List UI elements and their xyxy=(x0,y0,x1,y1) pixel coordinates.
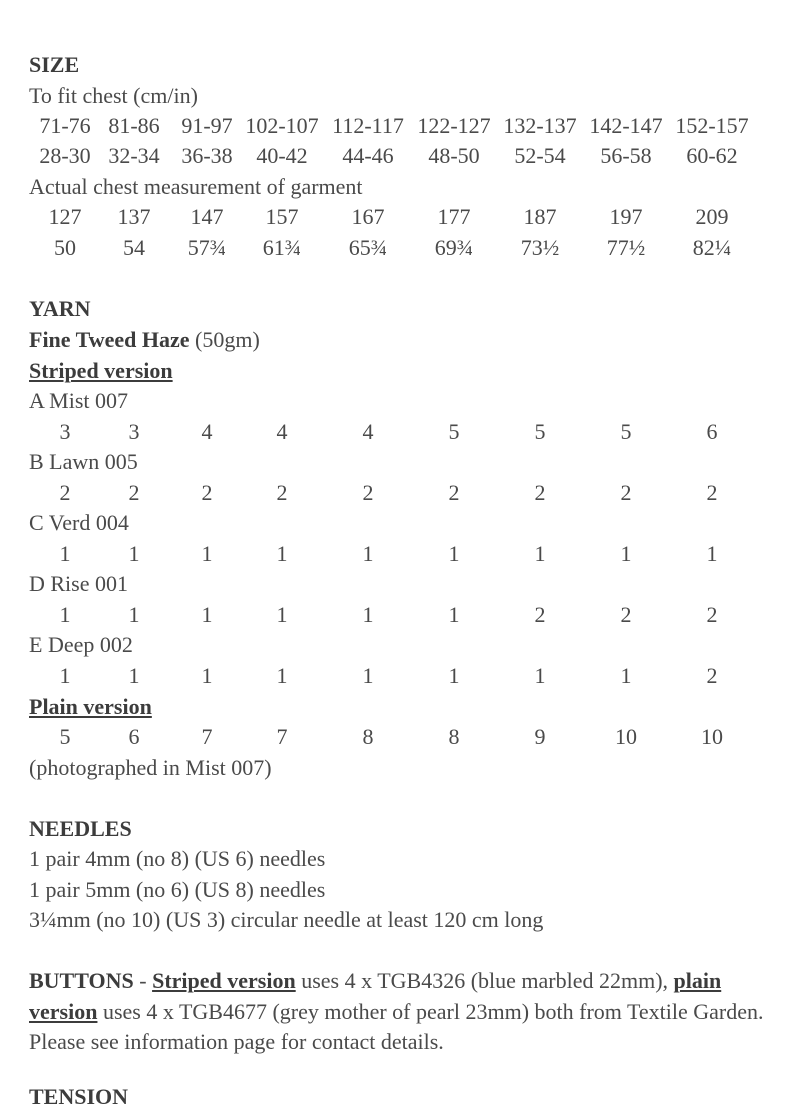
size-6-value: 2 xyxy=(448,480,460,505)
size-7-value: 1 xyxy=(534,663,546,688)
size-4-value: 1 xyxy=(276,663,288,688)
size-6-value: 122-127 xyxy=(417,113,491,138)
colour-a-label: A Mist 007 xyxy=(29,388,129,413)
actual-in-row xyxy=(0,233,787,263)
actual-cm-row xyxy=(0,202,787,232)
tension-heading: TENSION xyxy=(29,1084,129,1109)
size-1-value: 1 xyxy=(59,602,71,627)
size-2-value: 6 xyxy=(128,724,140,749)
size-1-value: 2 xyxy=(59,480,71,505)
size-1-value: 28-30 xyxy=(39,143,91,168)
size-7-value: 2 xyxy=(534,602,546,627)
colour-d-label: D Rise 001 xyxy=(29,571,128,596)
needle-line-2: 1 pair 5mm (no 6) (US 8) needles xyxy=(29,877,326,902)
colour-b-label: B Lawn 005 xyxy=(29,449,138,474)
fit-in-row xyxy=(0,141,787,171)
size-3-value: 1 xyxy=(201,602,213,627)
size-4-value: 1 xyxy=(276,541,288,566)
size-3-value: 36-38 xyxy=(181,143,233,168)
size-9-value: 2 xyxy=(706,480,718,505)
size-6-value: 1 xyxy=(448,602,460,627)
size-3-value: 4 xyxy=(201,419,213,444)
size-6-value: 177 xyxy=(437,204,471,229)
buttons-striped-label: Striped version xyxy=(152,968,296,993)
size-8-value: 56-58 xyxy=(600,143,652,168)
actual-chest-label: Actual chest measurement of garment xyxy=(29,174,363,199)
size-2-value: 2 xyxy=(128,480,140,505)
size-9-value: 1 xyxy=(706,541,718,566)
size-9-value: 82¼ xyxy=(692,235,732,260)
buttons-striped-text: uses 4 x TGB4326 (blue marbled 22mm), xyxy=(295,968,674,993)
needle-line-3: 3¼mm (no 10) (US 3) circular needle at least 120 cm long xyxy=(29,907,544,932)
buttons-plain-label: plain version xyxy=(29,968,722,1024)
size-8-value: 2 xyxy=(620,602,632,627)
size-5-value: 1 xyxy=(362,602,374,627)
size-1-value: 50 xyxy=(54,235,76,260)
buttons-heading: BUTTONS xyxy=(29,968,134,993)
size-9-value: 152-157 xyxy=(675,113,749,138)
size-4-value: 2 xyxy=(276,480,288,505)
size-1-value: 1 xyxy=(59,541,71,566)
buttons-plain-text: uses 4 x TGB4677 (grey mother of pearl 23mm) both from Textile Garden. Please see information page for contact details. xyxy=(29,998,764,1054)
needles-heading: NEEDLES xyxy=(29,816,132,841)
size-7-value: 5 xyxy=(534,419,546,444)
size-8-value: 2 xyxy=(620,480,632,505)
size-6-value: 48-50 xyxy=(428,143,480,168)
photographed-note: (photographed in Mist 007) xyxy=(29,755,272,780)
yarn-weight: (50gm) xyxy=(195,327,260,352)
yarn-heading: YARN xyxy=(29,296,91,321)
size-4-value: 157 xyxy=(265,204,299,229)
size-6-value: 1 xyxy=(448,541,460,566)
plain-version-label: Plain version xyxy=(29,694,152,719)
size-2-value: 137 xyxy=(117,204,151,229)
size-9-value: 60-62 xyxy=(686,143,738,168)
colour-e-row xyxy=(0,661,787,691)
size-7-value: 73½ xyxy=(520,235,560,260)
size-7-value: 2 xyxy=(534,480,546,505)
size-9-value: 6 xyxy=(706,419,718,444)
fit-cm-row xyxy=(0,111,787,141)
size-6-value: 8 xyxy=(448,724,460,749)
size-7-value: 187 xyxy=(523,204,557,229)
size-5-value: 65¾ xyxy=(348,235,388,260)
size-1-value: 1 xyxy=(59,663,71,688)
size-5-value: 167 xyxy=(351,204,385,229)
colour-c-row xyxy=(0,539,787,569)
size-8-value: 5 xyxy=(620,419,632,444)
size-9-value: 209 xyxy=(695,204,729,229)
size-7-value: 52-54 xyxy=(514,143,566,168)
size-9-value: 2 xyxy=(706,663,718,688)
size-heading: SIZE xyxy=(29,52,80,77)
size-2-value: 54 xyxy=(123,235,145,260)
size-3-value: 91-97 xyxy=(181,113,233,138)
size-6-value: 5 xyxy=(448,419,460,444)
size-3-value: 1 xyxy=(201,541,213,566)
needle-line-1: 1 pair 4mm (no 8) (US 6) needles xyxy=(29,846,326,871)
size-7-value: 132-137 xyxy=(503,113,577,138)
size-2-value: 81-86 xyxy=(108,113,160,138)
size-4-value: 40-42 xyxy=(256,143,308,168)
size-5-value: 8 xyxy=(362,724,374,749)
buttons-dash: - xyxy=(133,968,153,993)
size-8-value: 142-147 xyxy=(589,113,663,138)
size-8-value: 1 xyxy=(620,663,632,688)
size-9-value: 2 xyxy=(706,602,718,627)
size-1-value: 127 xyxy=(48,204,82,229)
size-4-value: 102-107 xyxy=(245,113,319,138)
size-5-value: 2 xyxy=(362,480,374,505)
size-8-value: 10 xyxy=(615,724,637,749)
size-4-value: 4 xyxy=(276,419,288,444)
size-2-value: 1 xyxy=(128,663,140,688)
buttons-paragraph xyxy=(29,966,769,1058)
size-5-value: 112-117 xyxy=(332,113,404,138)
yarn-name: Fine Tweed Haze xyxy=(29,327,190,352)
size-5-value: 1 xyxy=(362,663,374,688)
size-6-value: 1 xyxy=(448,663,460,688)
fit-chest-label: To fit chest (cm/in) xyxy=(29,83,198,108)
size-2-value: 3 xyxy=(128,419,140,444)
size-2-value: 1 xyxy=(128,541,140,566)
size-5-value: 44-46 xyxy=(342,143,394,168)
colour-b-row xyxy=(0,478,787,508)
size-8-value: 1 xyxy=(620,541,632,566)
colour-a-row xyxy=(0,417,787,447)
size-9-value: 10 xyxy=(701,724,723,749)
size-2-value: 32-34 xyxy=(108,143,160,168)
size-3-value: 147 xyxy=(190,204,224,229)
plain-version-row xyxy=(0,722,787,752)
size-2-value: 1 xyxy=(128,602,140,627)
yarn-name-line xyxy=(29,325,260,355)
size-8-value: 77½ xyxy=(606,235,646,260)
size-5-value: 1 xyxy=(362,541,374,566)
size-8-value: 197 xyxy=(609,204,643,229)
size-1-value: 3 xyxy=(59,419,71,444)
size-3-value: 57¾ xyxy=(187,235,227,260)
striped-version-label: Striped version xyxy=(29,358,173,383)
size-1-value: 71-76 xyxy=(39,113,91,138)
colour-c-label: C Verd 004 xyxy=(29,510,129,535)
size-3-value: 1 xyxy=(201,663,213,688)
size-1-value: 5 xyxy=(59,724,71,749)
size-5-value: 4 xyxy=(362,419,374,444)
size-7-value: 1 xyxy=(534,541,546,566)
colour-e-label: E Deep 002 xyxy=(29,632,133,657)
colour-d-row xyxy=(0,600,787,630)
size-4-value: 1 xyxy=(276,602,288,627)
size-6-value: 69¾ xyxy=(434,235,474,260)
size-4-value: 61¾ xyxy=(262,235,302,260)
size-4-value: 7 xyxy=(276,724,288,749)
size-3-value: 2 xyxy=(201,480,213,505)
size-7-value: 9 xyxy=(534,724,546,749)
size-3-value: 7 xyxy=(201,724,213,749)
